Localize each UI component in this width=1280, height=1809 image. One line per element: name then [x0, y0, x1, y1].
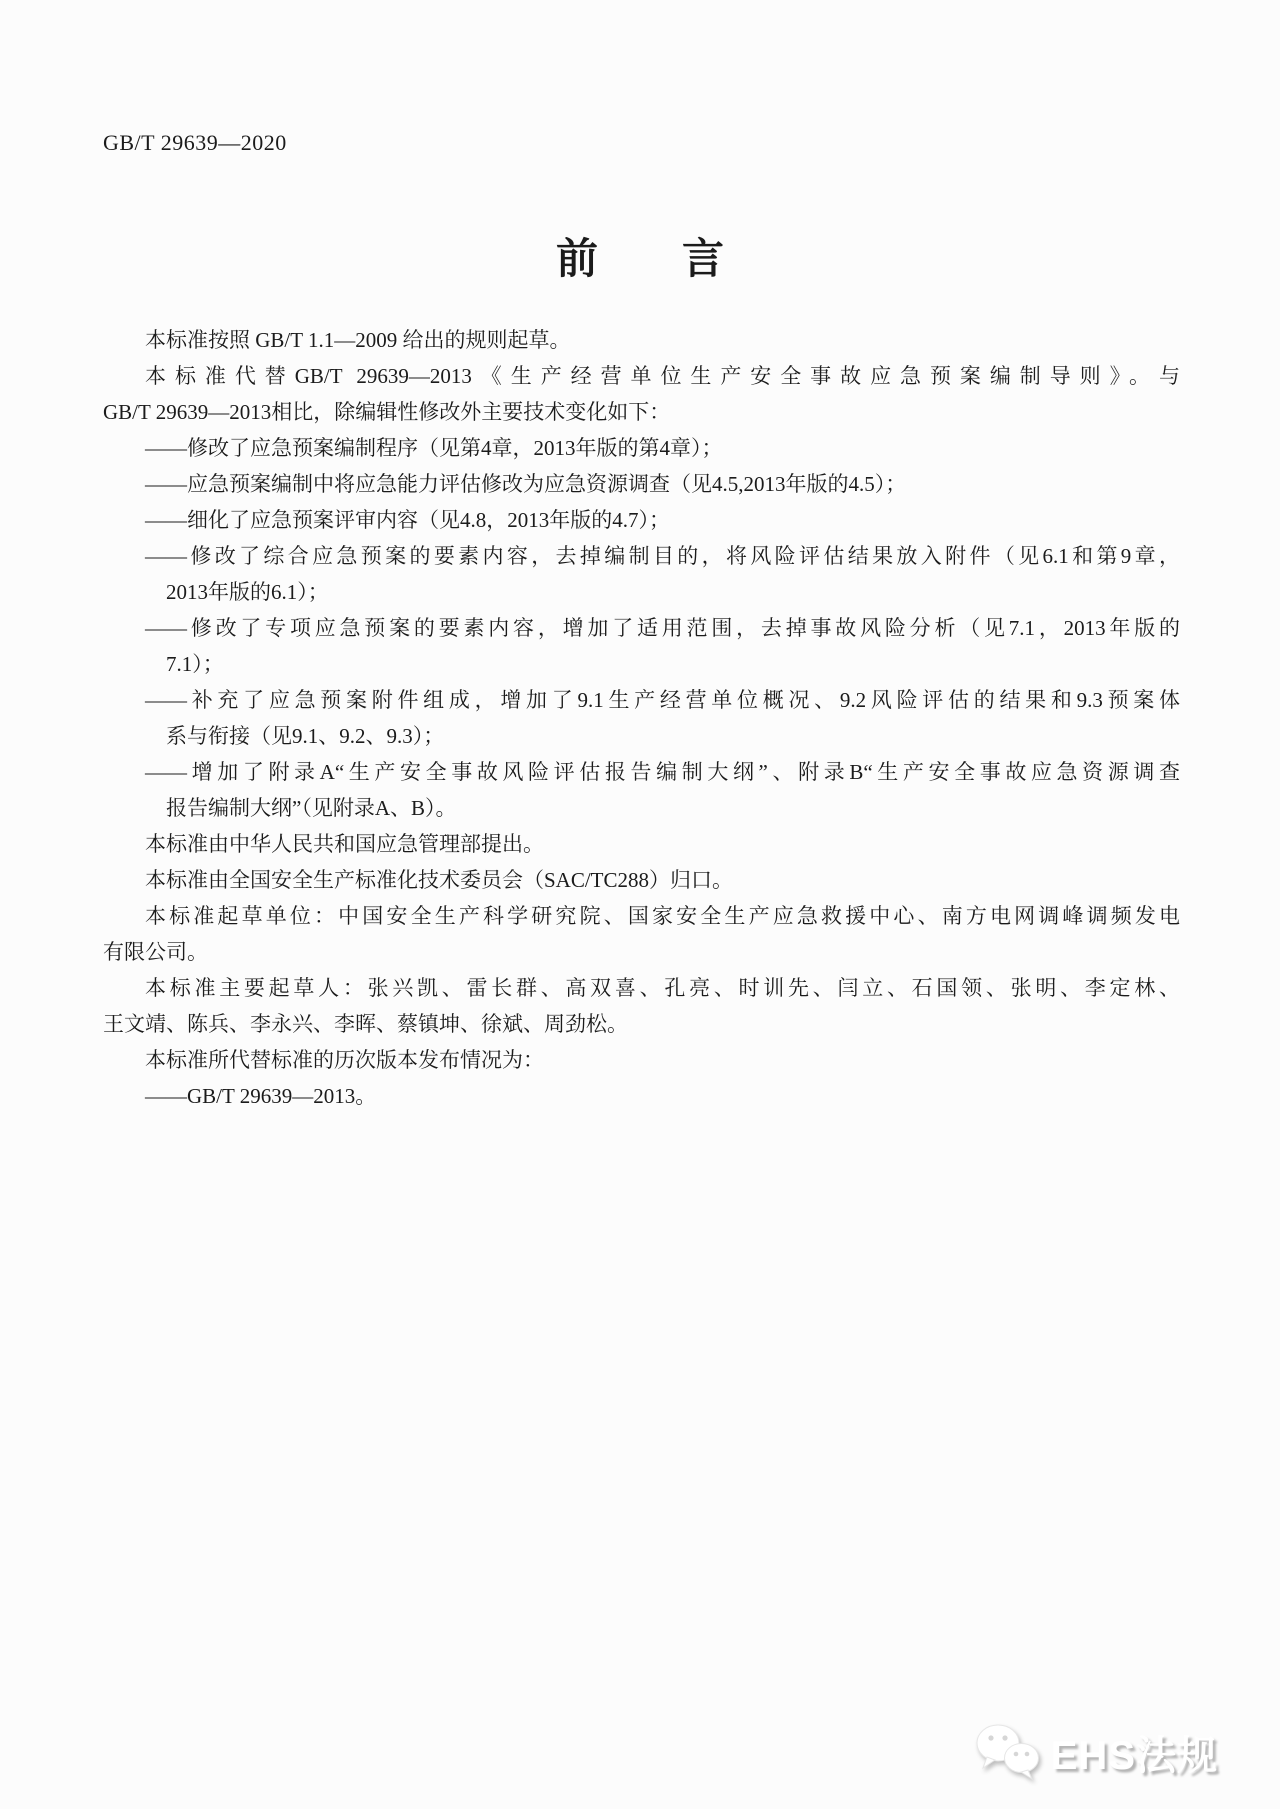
list-item: ——细化了应急预案评审内容（见4.8，2013年版的4.7）； — [145, 508, 670, 532]
watermark-label: EHS法规 — [1050, 1733, 1218, 1778]
standard-number: GB/T 29639—2020 — [103, 130, 287, 155]
list-item-continuation: 7.1）； — [166, 652, 224, 676]
list-item: ——补充了应急预案附件组成，增加了9.1生产经营单位概况、9.2风险评估的结果和9.3预案体 — [145, 688, 1180, 712]
text-line: 本标准由中华人民共和国应急管理部提出。 — [145, 832, 544, 856]
text-line: 本标准主要起草人：张兴凯、雷长群、高双喜、孔亮、时训先、闫立、石国领、张明、李定林、 — [145, 976, 1180, 1000]
list-item: ——应急预案编制中将应急能力评估修改为应急资源调查（见4.5,2013年版的4.5）； — [145, 472, 907, 496]
page-title: 前 言 — [555, 237, 724, 283]
list-item-continuation: 系与衔接（见9.1、9.2、9.3）； — [166, 724, 445, 748]
text-line: 本标准按照 GB/T 1.1—2009 给出的规则起草。 — [145, 328, 571, 352]
list-item: ——修改了专项应急预案的要素内容，增加了适用范围，去掉事故风险分析（见7.1，2013年版的 — [145, 616, 1180, 640]
text-line: 有限公司。 — [103, 940, 208, 964]
text-line: ——GB/T 29639—2013。 — [145, 1084, 377, 1108]
text-line: 本标准由全国安全生产标准化技术委员会（SAC/TC288）归口。 — [145, 868, 734, 892]
text-line: 本标准所代替标准的历次版本发布情况为： — [145, 1048, 544, 1072]
list-item: ——增加了附录A“生产安全事故风险评估报告编制大纲”、附录B“生产安全事故应急资源调查 — [145, 760, 1180, 784]
list-item: ——修改了综合应急预案的要素内容，去掉编制目的，将风险评估结果放入附件（见6.1和第9章， — [145, 544, 1180, 568]
document-body — [103, 322, 1180, 1114]
text-line: 本标准起草单位：中国安全生产科学研究院、国家安全生产应急救援中心、南方电网调峰调频发电 — [145, 904, 1180, 928]
text-line: 王文靖、陈兵、李永兴、李晖、蔡镇坤、徐斌、周劲松。 — [103, 1012, 628, 1036]
list-item-continuation: 2013年版的6.1）； — [166, 580, 329, 604]
wechat-icon — [975, 1722, 1041, 1782]
list-item: ——修改了应急预案编制程序（见第4章，2013年版的第4章）； — [145, 436, 723, 460]
list-item-continuation: 报告编制大纲”（见附录A、B）。 — [166, 796, 457, 820]
text-line: GB/T 29639—2013相比，除编辑性修改外主要技术变化如下： — [103, 400, 671, 424]
text-line: 本标准代替GB/T 29639—2013《生产经营单位生产安全事故应急预案编制导则》。与 — [145, 364, 1180, 388]
watermark — [975, 1722, 1218, 1782]
